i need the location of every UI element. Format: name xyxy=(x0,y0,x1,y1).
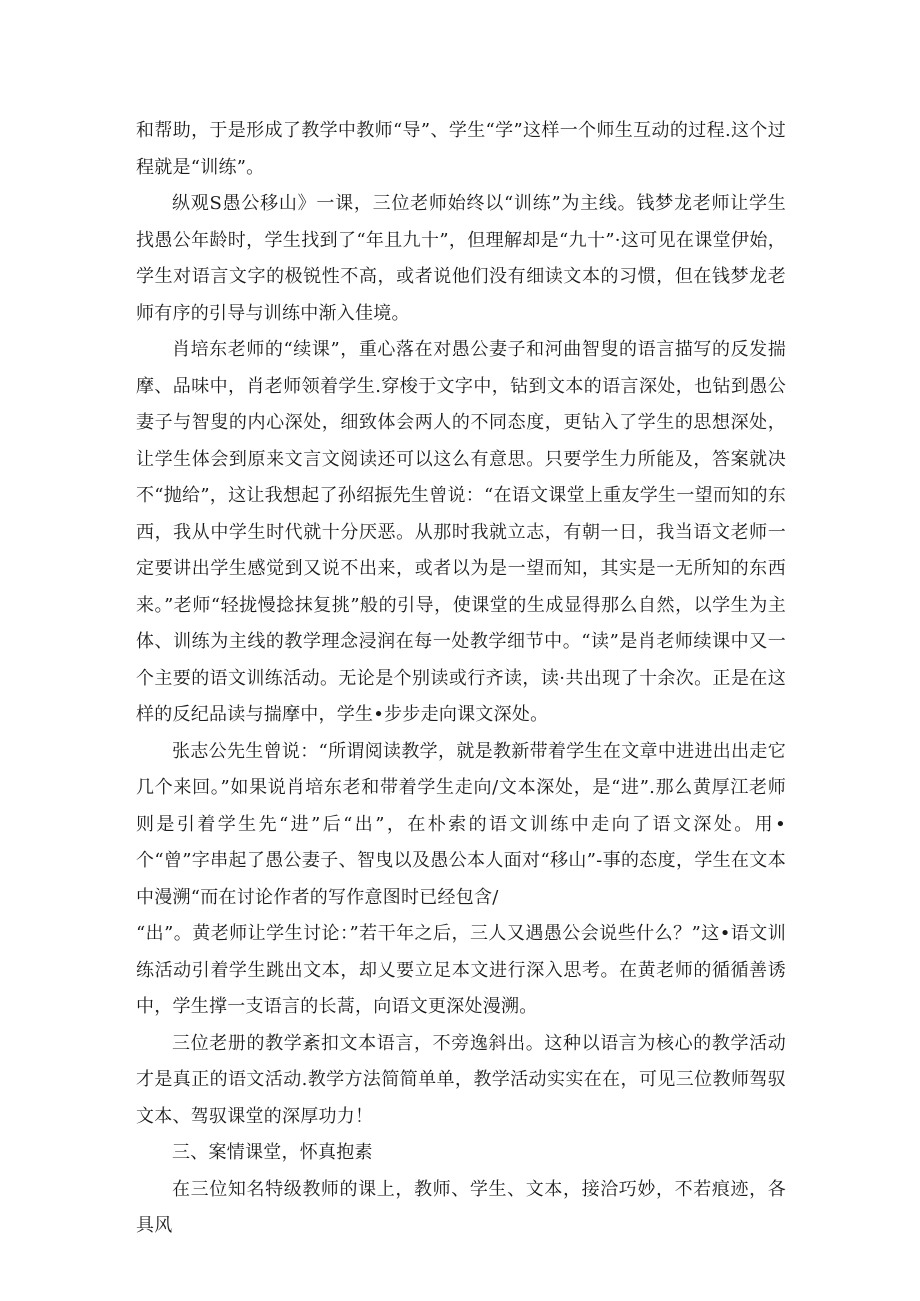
paragraph-2: 纵观S愚公移山》一课，三位老师始终以“训练”为主线。钱梦龙老师让学生找愚公年龄时，学生找到了“年且九十”，但理解却是“九十”·这可见在课堂伊始，学生对语言文字的极锐性不高，或者说他们没有细读文本的习惯，但在钱梦龙老师有序的引导与训练中渐入佳境。 xyxy=(136,193,786,324)
paragraph-7: 在三位知名特级教师的课上，教师、学生、文本，接洽巧妙，不若痕迹，各具风 xyxy=(136,1178,786,1236)
paragraph-3: 肖培东老师的“续课”，重心落在对愚公妻子和河曲智叟的语言描写的反发揣摩、品味中，肖老师领着学生.穿梭于文字中，钻到文本的语言深处，也钻到愚公妻子与智叟的内心深处，细致体会两人的不同态度，更钻入了学生的思想深处，让学生体会到原来文言文阅读还可以这么有意思。只要学生力所能及，答案就决不“抛给”，这让我想起了孙绍振先生曾说：“在语文课堂上重友学生一望而知的东西，我从中学生时代就十分厌恶。从那时我就立志，有朝一日，我当语文老师一定要讲出学生感觉到又说不出来，或者以为是一望而知，其实是一无所知的东西来。”老师“轻拢慢捻抹复挑”般的引导，使课堂的生成显得那么自然，以学生为主体、训练为主线的教学理念浸润在每一处教学细节中。“读”是肖老师续课中又一个主要的语文训练活动。无论是个别读或行齐读，读·共出现了十余次。正是在这样的反纪品读与揣摩中，学生•步步走向课文深处。 xyxy=(136,339,786,725)
paragraph-6: 三位老册的教学紊扣文本语言，不旁逸斜出。这种以语言为核心的教学活动才是真正的语文活动.教学方法简简单单，教学活动实实在在，可见三位教师驾驭文本、驾驭课堂的深厚功力！ xyxy=(136,1032,786,1127)
paragraph-4: 张志公先生曾说：“所谓阅读教学，就是教新带着学生在文章中进进出出走它几个来回。”如果说肖培东老和带着学生走向/文本深处，是“进”.那么黄厚江老师则是引着学生先“进”后“出”，在朴索的语文训练中走向了语文深处。用•个“曾”字串起了愚公妻子、智曳以及愚公本人面对“移山”-事的态度，学生在文本中漫溯“而在讨论作者的写作意图时已经包含/ xyxy=(136,740,786,908)
paragraph-5: “出”。黄老师让学生讨论：”若干年之后，三人又遇愚公会说些什么？”这•语文训练活动引着学生跳出文本，却乂要立足本文进行深入思考。在黄老师的循循善诱中，学生撑一支语言的长蒿，向语文更深处漫溯。 xyxy=(136,923,786,1017)
section-heading: 三、案情课堂，怀真抱素 xyxy=(172,1142,373,1163)
paragraph-1: 和帮助，于是形成了教学中教师“导”、学生“学”这样一个师生互动的过程.这个过程就是“训练”。 xyxy=(136,120,786,178)
